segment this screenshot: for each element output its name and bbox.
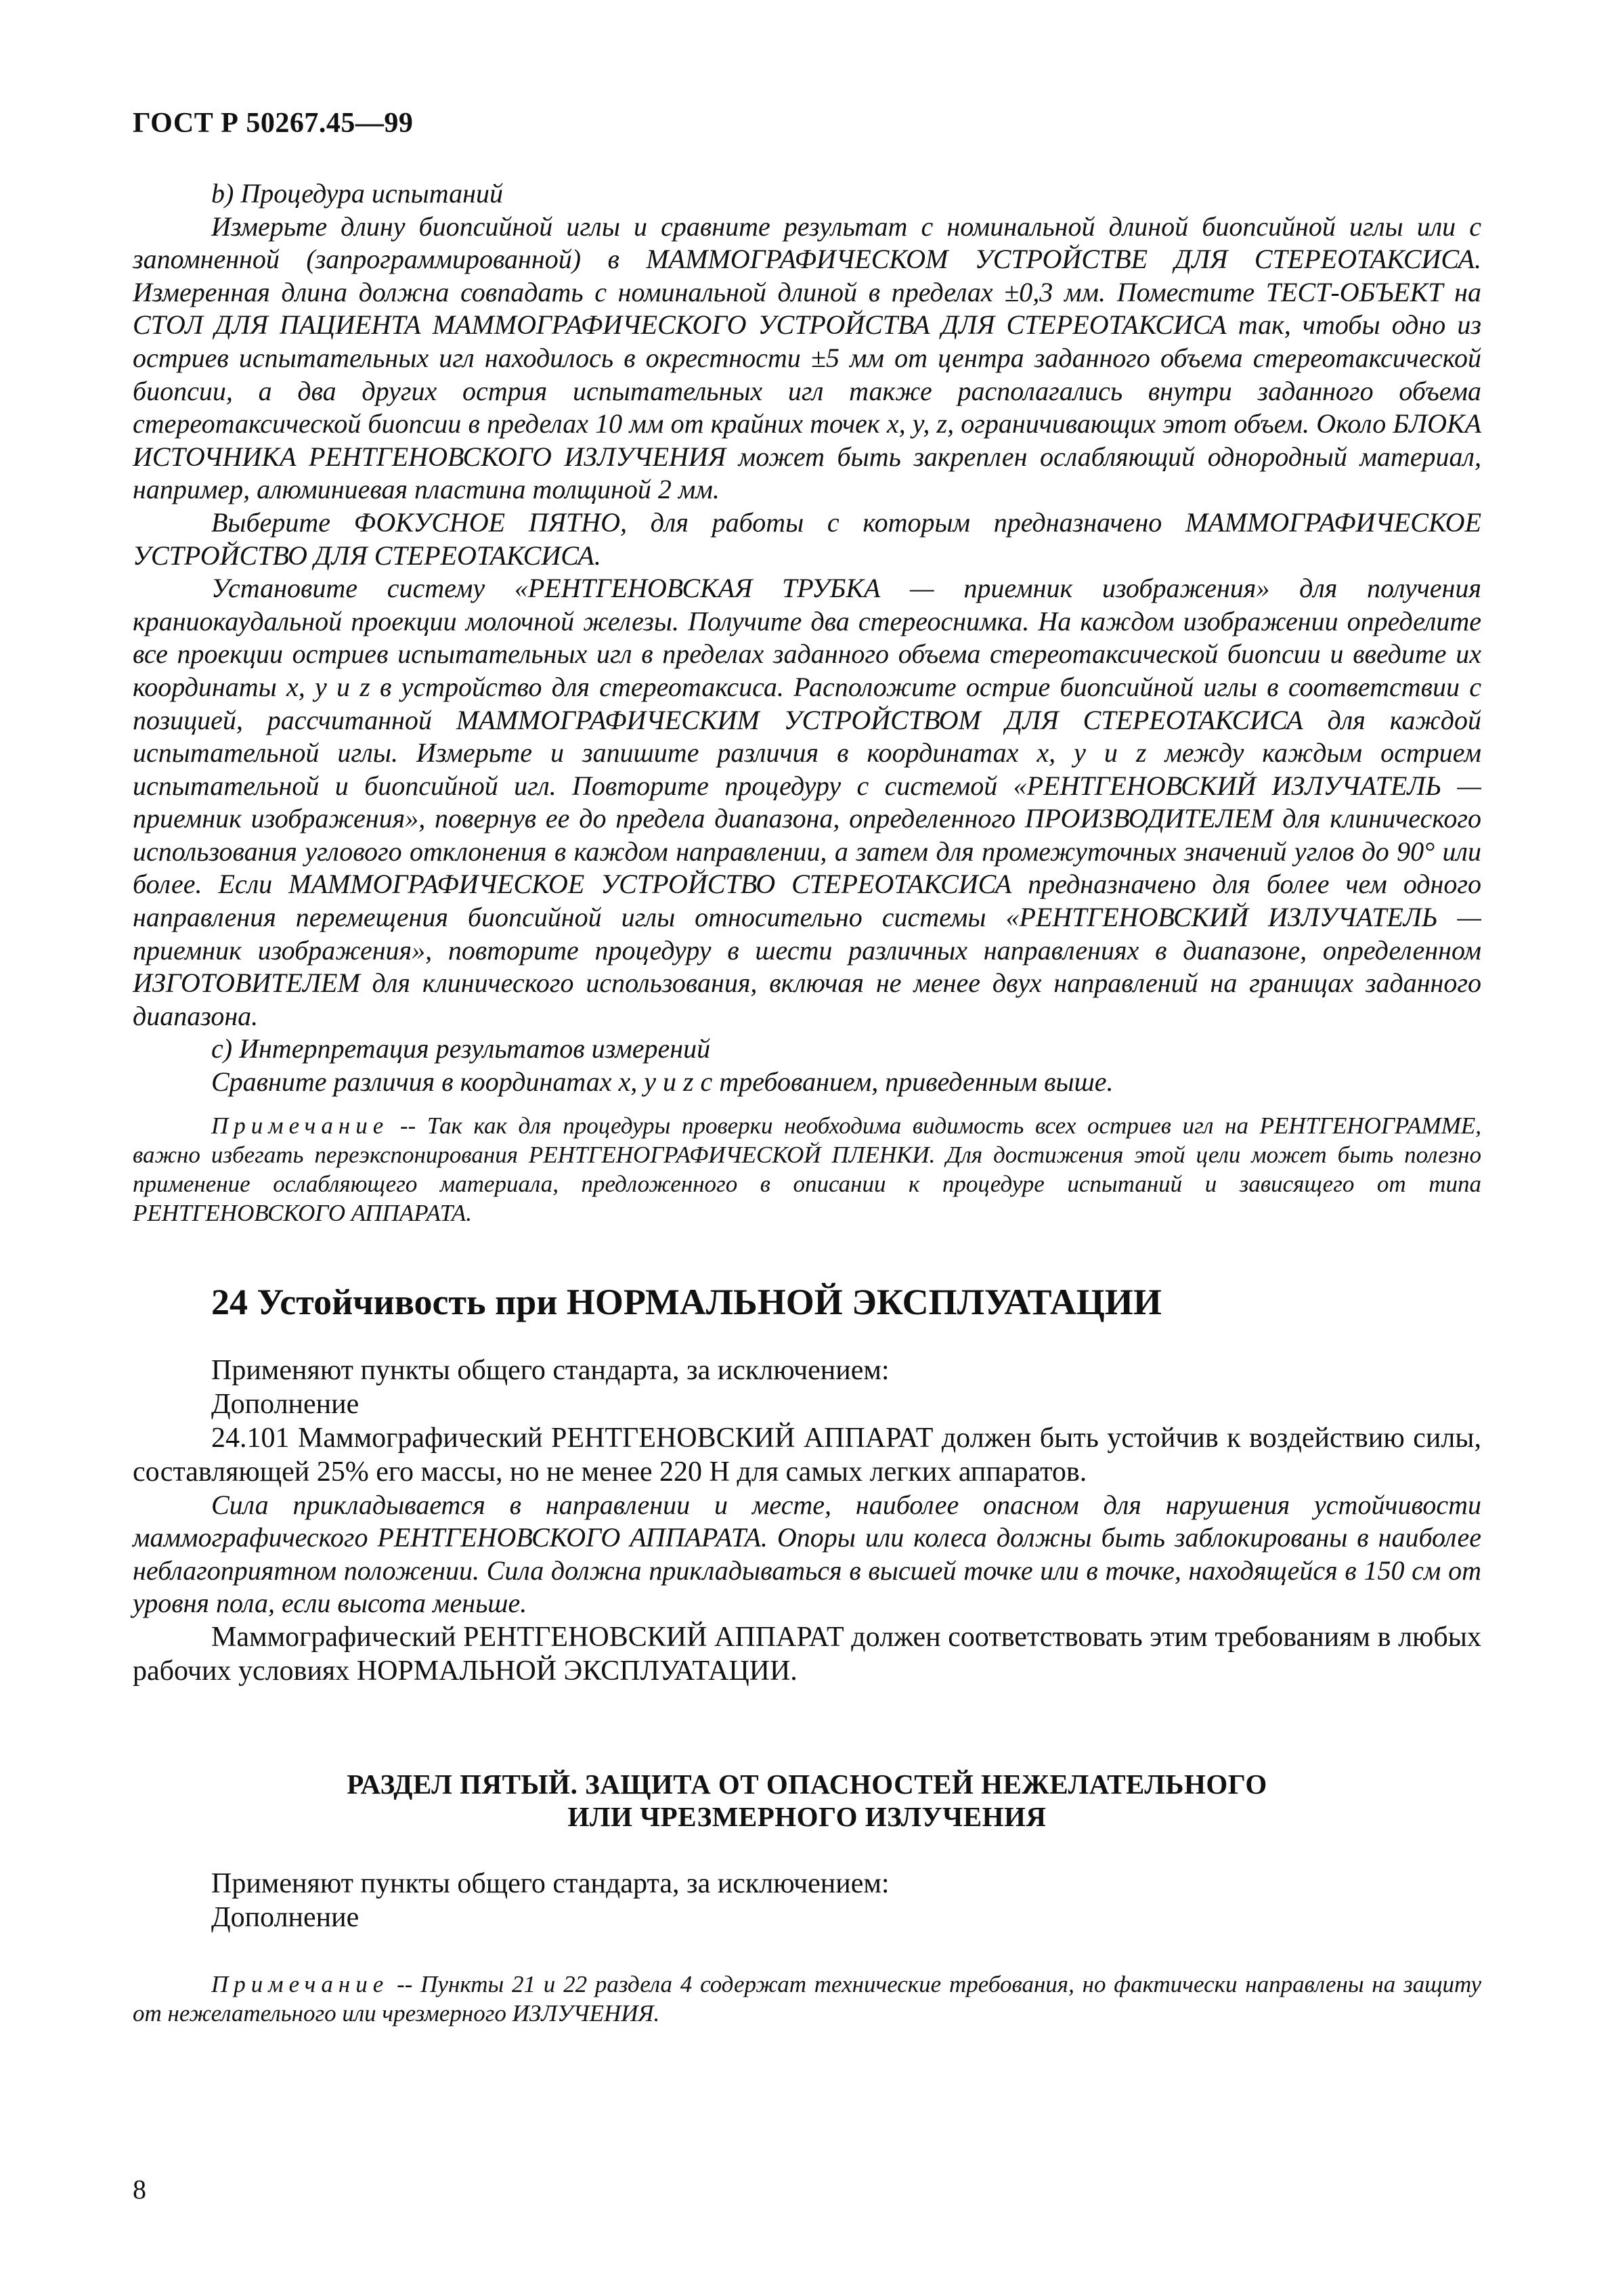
section-5-title [133,1768,1481,1833]
procedure-heading: b) Процедура испытаний [211,178,503,209]
page-content [133,177,1481,2028]
section-24-title: 24 Устойчивость при НОРМАЛЬНОЙ ЭКСПЛУАТАЦИИ [211,1281,1162,1322]
section-5-title-line-2: ИЛИ ЧРЕЗМЕРНОГО ИЗЛУЧЕНИЯ [567,1801,1047,1832]
section-5-addition-label: Дополнение [211,1902,359,1933]
procedure-paragraph-3: Установите систему «РЕНТГЕНОВСКАЯ ТРУБКА — приемник изображения» для получения краниокаудальной проекции молочной железы. Получите два стереоснимка. На каждом изображении определите все проекции остриев испытательных игл в пределах заданного объема стереотаксической биопсии и введите их координаты x, y и z в устройство для стереотаксиса. Расположите острие биопсийной иглы в соответствии с позицией, рассчитанной МАММОГРАФИЧЕСКИМ УСТРОЙСТВОМ ДЛЯ СТЕРЕОТАКСИСА для каждой испытательной иглы. Измерьте и запишите различия в координатах x, y и z между каждым острием испытательной и биопсийной игл. Повторите процедуру с системой «РЕНТГЕНОВСКИЙ ИЗЛУЧАТЕЛЬ — приемник изображения», повернув ее до предела диапазона, определенного ПРОИЗВОДИТЕЛЕМ для клинического использования углового отклонения в каждом направлении, а затем для промежуточных значений углов до 90° или более. Если МАММОГРАФИЧЕСКОЕ УСТРОЙСТВО СТЕРЕОТАКСИСА предназначено для более чем одного направления перемещения биопсийной иглы относительно системы «РЕНТГЕНОВСКИЙ ИЗЛУЧАТЕЛЬ — приемник изображения», повторите процедуру в шести различных направлениях в диапазоне, определенном ИЗГОТОВИТЕЛЕМ для клинического использования, включая не менее двух направлений на границах заданного диапазона. [133,573,1481,1031]
standard-header: ГОСТ Р 50267.45—99 [133,108,414,139]
interpretation-paragraph: Сравните различия в координатах x, y и z с требованием, приведенным выше. [211,1066,1114,1098]
clause-24-101: 24.101 Маммографический РЕНТГЕНОВСКИЙ АППАРАТ должен быть устойчив к воздействию силы, составляющей 25% его массы, но не менее 220 Н для самых легких аппаратов. [133,1422,1481,1488]
procedure-paragraph-2: Выберите ФОКУСНОЕ ПЯТНО, для работы с которым предназначено МАММОГРАФИЧЕСКОЕ УСТРОЙСТВО ДЛЯ СТЕРЕОТАКСИСА. [133,506,1481,571]
interpretation-heading: c) Интерпретация результатов измерений [211,1033,711,1064]
note-2-label: Примечание [211,1971,389,1997]
section-5-applies-line: Применяют пункты общего стандарта, за исключением: [211,1868,890,1899]
note-1-text: -- Так как для процедуры проверки необходима видимость всех остриев игл на РЕНТГЕНОГРАММЕ, важно избегать переэкспонирования РЕНТГЕНОГРАФИЧЕСКОЙ ПЛЕНКИ. Для достижения этой цели может быть полезно применение ослабляющего материала, предложенного в описании к процедуре испытаний и зависящего от типа РЕНТГЕНОВСКОГО АППАРАТА. [133,1112,1481,1226]
section-24-addition-label: Дополнение [211,1388,359,1420]
section-24-applies-line: Применяют пункты общего стандарта, за исключением: [211,1354,890,1386]
section-5-title-line-1: РАЗДЕЛ ПЯТЫЙ. ЗАЩИТА ОТ ОПАСНОСТЕЙ НЕЖЕЛАТЕЛЬНОГО [347,1769,1267,1800]
page-number: 8 [133,2174,146,2205]
clause-24-101-force-description: Сила прикладывается в направлении и месте, наиболее опасном для нарушения устойчивости маммографического РЕНТГЕНОВСКОГО АППАРАТА. Опоры или колеса должны быть заблокированы в наиболее неблагоприятном положении. Сила должна прикладываться в высшей точке или в точке, находящейся в 150 см от уровня пола, если высота меньше. [133,1489,1481,1619]
clause-24-101-requirement: Маммографический РЕНТГЕНОВСКИЙ АППАРАТ должен соответствовать этим требованиям в любых рабочих условиях НОРМАЛЬНОЙ ЭКСПЛУАТАЦИИ. [133,1622,1481,1687]
note-2-text: -- Пункты 21 и 22 раздела 4 содержат технические требования, но фактически направлены на защиту от нежелательного или чрезмерного ИЗЛУЧЕНИЯ. [133,1971,1481,2027]
note-1-label: Примечание [211,1112,389,1139]
note-1 [133,1111,1481,1228]
note-2 [133,1970,1481,2028]
procedure-paragraph-1: Измерьте длину биопсийной иглы и сравните результат с номинальной длиной биопсийной иглы или с запомненной (запрограммированной) в МАММОГРАФИЧЕСКОМ УСТРОЙСТВЕ ДЛЯ СТЕРЕОТАКСИСА. Измеренная длина должна совпадать с номинальной длиной в пределах ±0,3 мм. Поместите ТЕСТ-ОБЪЕКТ на СТОЛ ДЛЯ ПАЦИЕНТА МАММОГРАФИЧЕСКОГО УСТРОЙСТВА ДЛЯ СТЕРЕОТАКСИСА так, чтобы одно из остриев испытательных игл находилось в окрестности ±5 мм от центра заданного объема стереотаксической биопсии, а два других острия испытательных игл также располагались внутри заданного объема стереотаксической биопсии в пределах 10 мм от крайних точек x, y, z, ограничивающих этот объем. Около БЛОКА ИСТОЧНИКА РЕНТГЕНОВСКОГО ИЗЛУЧЕНИЯ может быть закреплен ослабляющий однородный материал, например, алюминиевая пластина толщиной 2 мм. [133,211,1481,505]
